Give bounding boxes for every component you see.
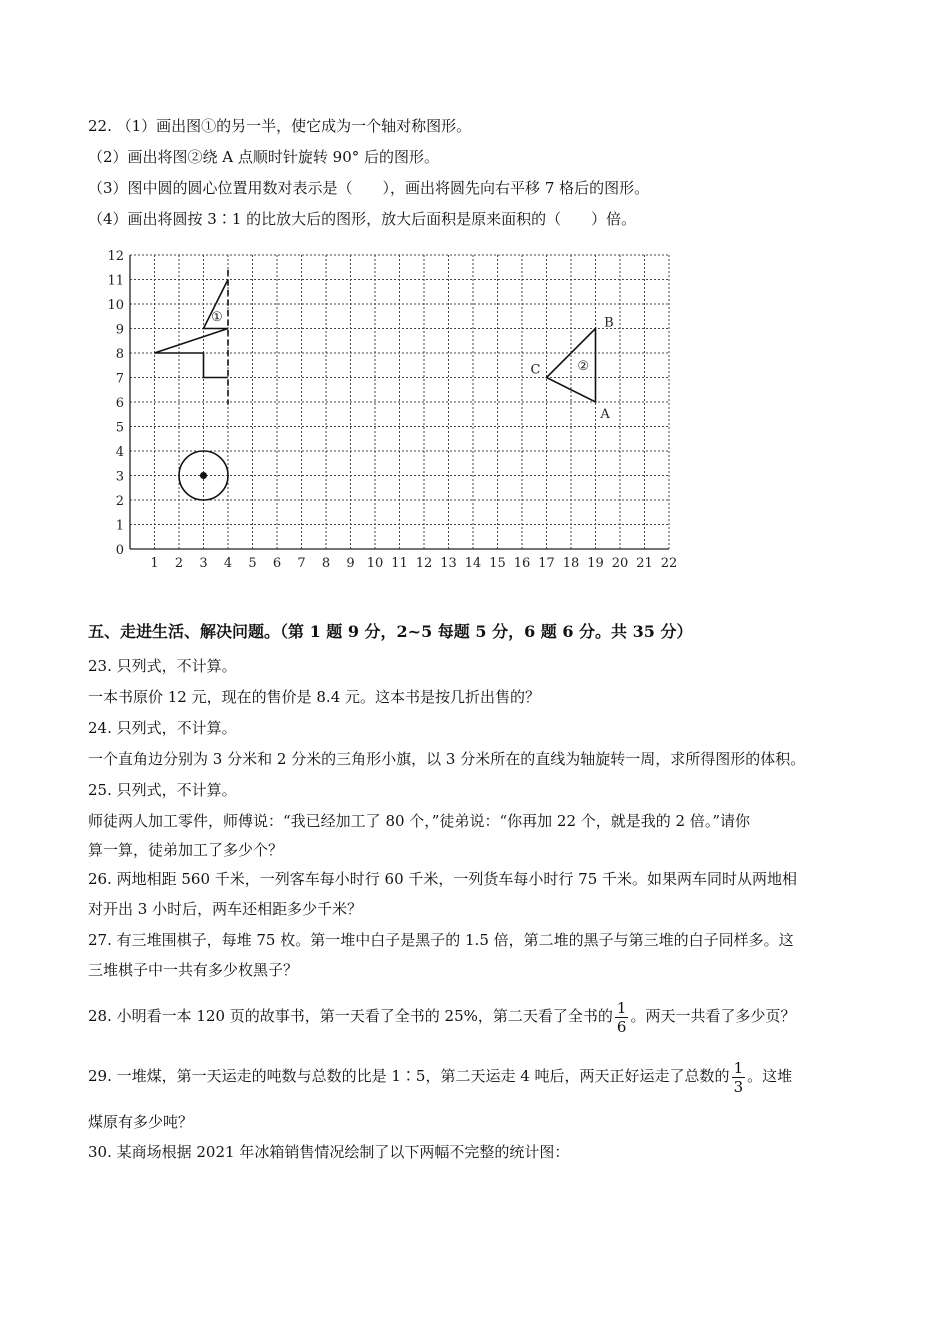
q28-fraction [615, 999, 629, 1036]
q29-line2: 煤原有多少吨？ [88, 1113, 194, 1131]
point-b-label: B [604, 315, 614, 331]
x-tick-label: 10 [366, 556, 384, 571]
q22-part2: （2）画出将图②绕 A 点顺时针旋转 90° 后的图形。 [88, 148, 440, 166]
y-tick-label: 0 [115, 543, 124, 558]
q22-part3: （3）图中圆的圆心位置用数对表示是（ ），画出将圆先向右平移 7 格后的图形。 [88, 179, 650, 197]
q28-before: 28. 小明看一本 120 页的故事书，第一天看了全书的 25%，第二天看了全书的 [88, 1007, 613, 1025]
q26-line1: 26. 两地相距 560 千米，一列客车每小时行 60 千米，一列货车每小时行 75 千米。如果两车同时从两地相 [88, 870, 798, 888]
q28-frac-den: 6 [616, 1017, 627, 1036]
coordinate-grid [100, 240, 700, 585]
x-tick-label: 1 [150, 556, 159, 571]
x-tick-label: 14 [464, 556, 482, 571]
q27-line2: 三堆棋子中一共有多少枚黑子？ [88, 961, 299, 979]
x-tick-label: 2 [174, 556, 184, 571]
y-tick-label: 4 [115, 445, 124, 460]
q28 [88, 996, 795, 1036]
x-tick-label: 7 [297, 556, 306, 571]
x-tick-label: 21 [636, 556, 653, 571]
q27-line1: 27. 有三堆围棋子，每堆 75 枚。第一堆中白子是黑子的 1.5 倍，第二堆的黑子与第三堆的白子同样多。这 [88, 931, 794, 949]
circle-center-dot [200, 472, 207, 479]
section-heading: 五、走进生活、解决问题。（第 1 题 9 分，2~5 每题 5 分，6 题 6 分。共 35 分） [88, 622, 693, 641]
y-tick-label: 2 [115, 494, 124, 509]
q25-title: 25. 只列式，不计算。 [88, 781, 237, 799]
y-tick-label: 11 [107, 273, 124, 289]
x-tick-label: 3 [199, 556, 208, 571]
q24-title: 24. 只列式，不计算。 [88, 719, 237, 737]
x-tick-label: 17 [538, 556, 555, 571]
shape2-label: ② [577, 359, 590, 375]
point-c-label: C [530, 362, 541, 378]
y-tick-label: 12 [107, 249, 124, 264]
q28-frac-num: 1 [616, 998, 627, 1017]
q25-line1: 师徒两人加工零件，师傅说：“我已经加工了 80 个，”徒弟说：“你再加 22 个，就是我的 2 倍。”请你 [88, 812, 751, 830]
x-tick-label: 6 [272, 556, 282, 571]
q26-line2: 对开出 3 小时后，两车还相距多少千米？ [88, 900, 363, 918]
y-tick-label: 3 [115, 469, 124, 485]
y-tick-label: 6 [115, 396, 124, 411]
q29-frac-den: 3 [733, 1077, 744, 1096]
x-tick-label: 16 [513, 556, 531, 571]
q29 [88, 1056, 792, 1096]
x-tick-label: 20 [611, 556, 629, 571]
q23-title: 23. 只列式，不计算。 [88, 657, 237, 675]
point-a-label: A [600, 407, 610, 422]
x-tick-label: 18 [562, 556, 580, 571]
q29-fraction [732, 1059, 746, 1096]
x-tick-label: 8 [321, 556, 331, 571]
q22-part4: （4）画出将圆按 3∶1 的比放大后的图形，放大后面积是原来面积的（ ）倍。 [88, 210, 637, 228]
y-tick-label: 8 [115, 347, 124, 362]
q29-before: 29. 一堆煤，第一天运走的吨数与总数的比是 1∶5，第二天运走 4 吨后，两天正好运走了总数的 [88, 1067, 730, 1085]
x-tick-label: 12 [415, 556, 433, 571]
y-tick-label: 9 [115, 322, 124, 338]
x-tick-label: 19 [587, 556, 604, 571]
y-tick-label: 1 [115, 518, 124, 534]
x-tick-label: 13 [440, 556, 457, 571]
q24-text: 一个直角边分别为 3 分米和 2 分米的三角形小旗，以 3 分米所在的直线为轴旋转一周，求所得图形的体积。 [88, 750, 806, 768]
q29-after: 。这堆 [747, 1067, 793, 1085]
x-tick-label: 5 [248, 556, 257, 571]
y-tick-label: 5 [115, 420, 124, 436]
x-tick-label: 9 [346, 556, 355, 571]
q29-frac-num: 1 [733, 1058, 744, 1077]
x-tick-label: 4 [223, 556, 233, 571]
x-tick-label: 15 [489, 556, 506, 571]
y-tick-label: 7 [115, 371, 124, 387]
q25-line2: 算一算，徒弟加工了多少个？ [88, 841, 284, 859]
q28-after: 。两天一共看了多少页？ [630, 1007, 796, 1025]
q22-part1: 22. （1）画出图①的另一半，使它成为一个轴对称图形。 [88, 117, 472, 135]
x-tick-label: 11 [391, 556, 408, 571]
y-tick-label: 10 [107, 298, 124, 313]
q23-text: 一本书原价 12 元，现在的售价是 8.4 元。这本书是按几折出售的？ [88, 688, 541, 706]
x-tick-label: 22 [660, 556, 678, 571]
q30-text: 30. 某商场根据 2021 年冰箱销售情况绘制了以下两幅不完整的统计图： [88, 1143, 570, 1161]
shape1-label: ① [211, 310, 223, 326]
